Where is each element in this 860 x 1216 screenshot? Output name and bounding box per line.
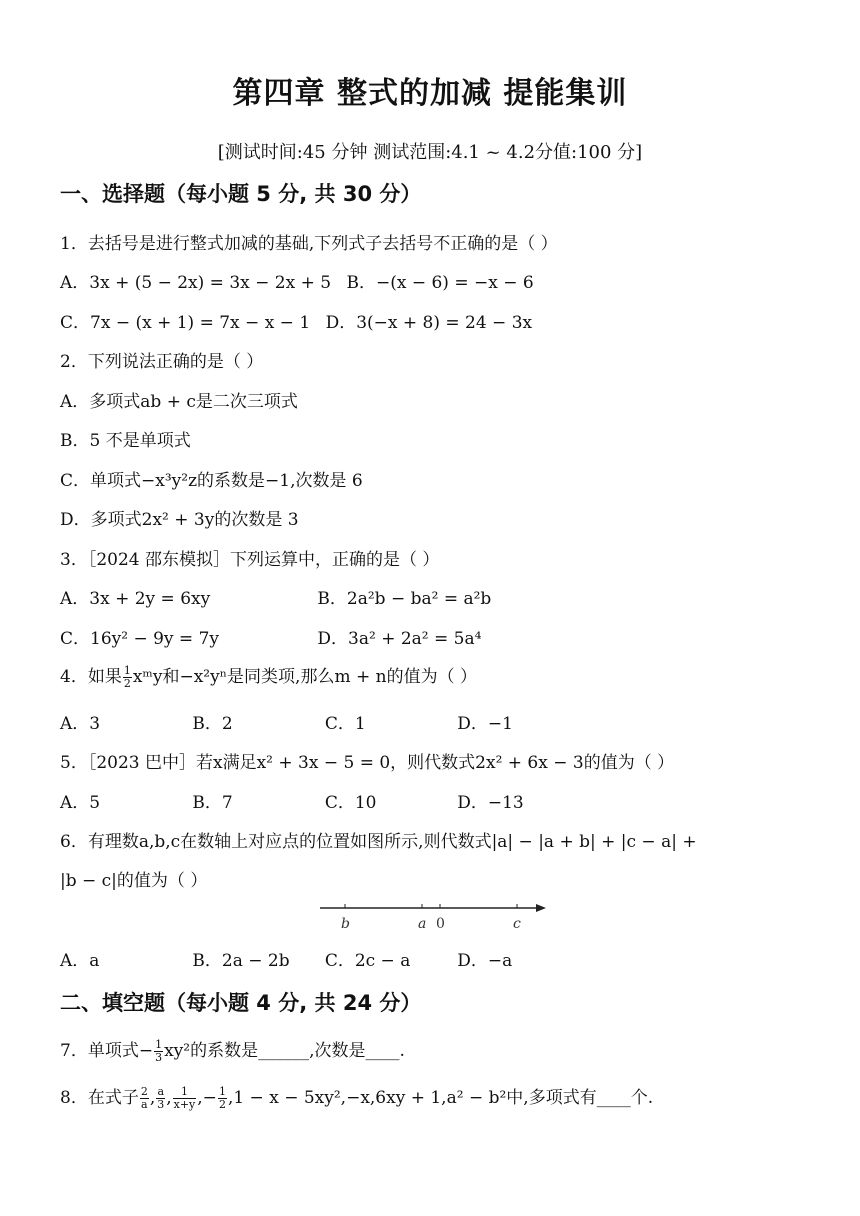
- q3-stem: 3．［2024 邵东模拟］下列运算中，正确的是（ ）: [60, 550, 440, 570]
- q3-option-d[interactable]: D．3a² + 2a² = 5a⁴: [317, 629, 482, 649]
- q8-fraction-1: [140, 1086, 149, 1111]
- test-info: [测试时间:45 分钟 测试范围:4.1 ~ 4.2分值:100 分]: [217, 142, 643, 163]
- number-line-label-b: b: [341, 916, 350, 932]
- q8-fraction-1-denominator: a: [141, 1098, 148, 1111]
- q8-fraction-1-numerator: 2: [140, 1085, 148, 1098]
- q4-option-d[interactable]: D．−1: [457, 714, 513, 734]
- q8-separator-2: ,: [166, 1088, 172, 1108]
- q8-prefix: 8．在式子: [60, 1088, 139, 1108]
- q4-stem-suffix: xᵐy和−x²yⁿ是同类项,那么m + n的值为（ ）: [132, 667, 477, 687]
- q4-option-c[interactable]: C．1: [324, 714, 366, 734]
- q8-suffix: ,1 − x − 5xy²,−x,6xy + 1,a² − b²中,多项式有____个.: [227, 1088, 654, 1108]
- q4-fraction-numerator: 1: [123, 664, 131, 677]
- q4-option-a[interactable]: A．3: [60, 714, 101, 734]
- q7-suffix: xy²的系数是______,次数是____.: [164, 1041, 405, 1061]
- q6-stem-line1: 6．有理数a,b,c在数轴上对应点的位置如图所示,则代数式|a| − |a + b| + |c − a| +: [60, 832, 697, 852]
- q5-option-d[interactable]: D．−13: [457, 793, 524, 813]
- q1-option-d[interactable]: D．3(−x + 8) = 24 − 3x: [325, 313, 533, 333]
- q6-option-a[interactable]: A．a: [60, 951, 100, 971]
- q5-option-c[interactable]: C．10: [324, 793, 377, 813]
- q2-option-b[interactable]: B．5 不是单项式: [60, 431, 191, 451]
- q4-option-b[interactable]: B．2: [192, 714, 233, 734]
- q2-option-c[interactable]: C．单项式−x³y²z的系数是−1,次数是 6: [60, 471, 363, 491]
- q2-option-d[interactable]: D．多项式2x² + 3y的次数是 3: [60, 510, 299, 530]
- number-line-axis: [318, 896, 550, 916]
- section-fill-heading: 二、填空题（每小题 4 分, 共 24 分）: [60, 991, 422, 1015]
- q5-option-b[interactable]: B．7: [192, 793, 233, 813]
- q4-fraction: [123, 665, 132, 690]
- q8-fraction-4-denominator: 2: [218, 1098, 226, 1111]
- q6-options: [60, 946, 512, 971]
- q1-option-a[interactable]: A．3x + (5 − 2x) = 3x − 2x + 5: [60, 273, 332, 293]
- q3-option-b[interactable]: B．2a²b − ba² = a²b: [317, 589, 492, 609]
- q5-stem: 5．［2023 巴中］若x满足x² + 3x − 5 = 0，则代数式2x² + 6x − 3的值为（ ）: [60, 753, 675, 773]
- q3-option-c[interactable]: C．16y² − 9y = 7y: [60, 629, 220, 649]
- number-line-label-a: a: [418, 916, 427, 932]
- q4-options: [60, 709, 513, 734]
- q8-fraction-4-numerator: 1: [218, 1085, 226, 1098]
- q7-fraction: [154, 1039, 163, 1064]
- q5-options: [60, 788, 524, 813]
- q4-stem-prefix: 4．如果: [60, 667, 122, 687]
- page-title: 第四章 整式的加减 提能集训: [232, 76, 628, 111]
- q6-option-b[interactable]: B．2a − 2b: [192, 951, 290, 971]
- q7-fraction-numerator: 1: [155, 1038, 163, 1051]
- q6-option-d[interactable]: D．−a: [457, 951, 513, 971]
- q8-separator-3: ,−: [197, 1088, 217, 1108]
- q3-options-ab: [60, 584, 491, 609]
- q5-option-a[interactable]: A．5: [60, 793, 101, 813]
- q8-fraction-2: [156, 1086, 165, 1111]
- q7-prefix: 7．单项式−: [60, 1041, 154, 1061]
- q1-option-c[interactable]: C．7x − (x + 1) = 7x − x − 1: [60, 313, 311, 333]
- q3-options-cd: [60, 624, 481, 649]
- q7-fraction-denominator: 3: [155, 1051, 163, 1064]
- q4-stem: [60, 662, 477, 690]
- q1-options-cd: [60, 308, 532, 333]
- q2-option-a[interactable]: A．多项式ab + c是二次三项式: [60, 392, 298, 412]
- q8-fraction-2-denominator: 3: [157, 1098, 165, 1111]
- q2-stem: 2．下列说法正确的是（ ）: [60, 352, 264, 372]
- q8-fraction-4: [218, 1086, 227, 1111]
- q8-stem: [60, 1083, 653, 1111]
- q1-options-ab: [60, 268, 534, 293]
- q8-fraction-3-numerator: 1: [173, 1086, 197, 1099]
- q8-fraction-3-denominator: x+y: [173, 1098, 196, 1111]
- number-line-figure: [318, 896, 550, 938]
- q1-option-b[interactable]: B．−(x − 6) = −x − 6: [346, 273, 534, 293]
- q6-stem-line2: |b − c|的值为（ ）: [60, 871, 208, 891]
- q8-separator-1: ,: [149, 1088, 156, 1108]
- q8-fraction-2-numerator: a: [157, 1085, 165, 1098]
- section-choice-heading: 一、选择题（每小题 5 分, 共 30 分）: [60, 182, 422, 206]
- number-line-label-zero: 0: [436, 916, 445, 932]
- q6-option-c[interactable]: C．2c − a: [324, 951, 411, 971]
- q1-stem: 1．去括号是进行整式加减的基础,下列式子去括号不正确的是（ ）: [60, 234, 558, 254]
- q3-option-a[interactable]: A．3x + 2y = 6xy: [60, 589, 211, 609]
- q7-stem: [60, 1036, 405, 1064]
- q4-fraction-denominator: 2: [123, 677, 131, 690]
- q8-fraction-3: [173, 1086, 197, 1111]
- number-line-label-c: c: [513, 916, 521, 932]
